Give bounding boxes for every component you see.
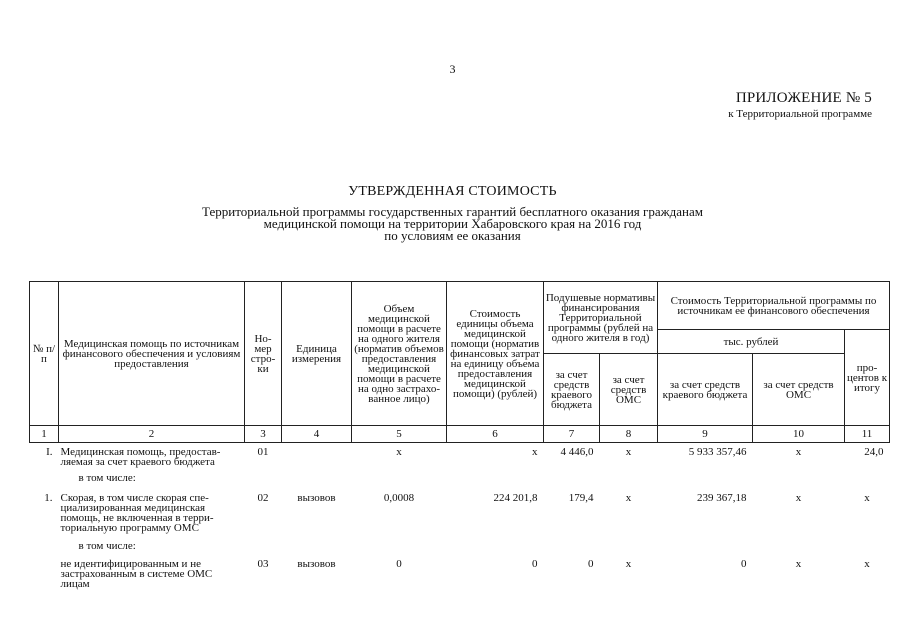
row-cost-budget: 5 933 357,46 [688, 446, 747, 458]
appendix-subtitle: к Территориальной программе [728, 108, 872, 120]
column-number: 3 [245, 426, 282, 443]
row-pct: х [864, 492, 870, 504]
row-pct: х [864, 558, 870, 570]
row-unit: вызовов [297, 492, 336, 504]
appendix-title: ПРИЛОЖЕНИЕ № 5 [735, 90, 872, 106]
header-unit: Единица измерения [282, 282, 352, 426]
cost-table [29, 281, 890, 599]
header-per-capita: Подушевые нормативы финансирования Территориальной программы (рублей на одного жителя в год) [544, 282, 658, 354]
row-cost-oms: х [795, 446, 802, 458]
row-index [30, 559, 59, 599]
header-unit-cost: Стоимость единицы объема медицинской помощи (норматив финансовых затрат на единицу объема предоставления медицинской помощи) (рублей) [447, 282, 544, 426]
row-cost-budget: 239 367,18 [697, 492, 747, 504]
header-pct: про-центов к итогу [845, 330, 890, 426]
header-name: Медицинская помощь по источникам финансового обеспечения и условиям предоставления [59, 282, 245, 426]
header-cost-oms: за счет средств ОМС [753, 354, 845, 426]
row-code: 03 [257, 558, 269, 570]
row-unit [282, 443, 352, 474]
table-row [30, 443, 890, 474]
column-number: 9 [658, 426, 753, 443]
document-title: УТВЕРЖДЕННАЯ СТОИМОСТЬ [348, 184, 557, 199]
row-cost-budget: 0 [741, 558, 747, 570]
appendix-block [728, 90, 872, 120]
column-number: 8 [600, 426, 658, 443]
table-row [30, 541, 890, 559]
column-number: 5 [352, 426, 447, 443]
header-volume: Объем медицинской помощи в расчете на одного жителя (норматив объемов предоставления медицинской помощи в расчете на одно застрахо-ванное лицо) [352, 282, 447, 426]
subheading: в том числе: [78, 540, 136, 552]
row-index: I. [46, 446, 53, 458]
row-pct: 24,0 [864, 446, 884, 458]
header-cost-group: Стоимость Территориальной программы по источникам ее финансового обеспечения [658, 282, 890, 330]
header-cost-budget: за счет средств краевого бюджета [658, 354, 753, 426]
row-pc-budget: 0 [588, 558, 594, 570]
row-pc-budget: 4 446,0 [560, 446, 594, 458]
subtitle-line: по условиям ее оказания [384, 228, 521, 243]
header-thousand-rub: тыс. рублей [658, 330, 845, 354]
column-number: 1 [30, 426, 59, 443]
row-volume: 0,0008 [383, 492, 415, 504]
row-code: 02 [257, 492, 269, 504]
row-name: не идентифицированным и не застрахованным в системе ОМС лицам [60, 558, 213, 590]
column-number: 4 [282, 426, 352, 443]
row-index: 1. [44, 492, 53, 504]
row-unit-cost: 224 201,8 [493, 492, 538, 504]
row-name: Медицинская помощь, предостав-ляемая за счет краевого бюджета [60, 446, 221, 468]
row-volume: х [396, 446, 402, 458]
document-subtitle [0, 206, 905, 242]
row-cost-oms: х [795, 492, 802, 504]
row-name: Скорая, в том числе скорая спе-циализированная медицинская помощь, не включенная в терри-ториальную программу ОМС [60, 492, 214, 534]
row-pc-oms: х [625, 558, 632, 570]
header-pc-budget: за счет средств краевого бюджета [544, 354, 600, 426]
row-pc-budget: 179,4 [568, 492, 594, 504]
row-cost-oms: х [795, 558, 802, 570]
header-row-no: Но-мер стро-ки [245, 282, 282, 426]
subtitle-line: Территориальной программы государственных гарантий бесплатного оказания гражданам [202, 204, 703, 219]
table-row [30, 493, 890, 541]
column-number: 2 [59, 426, 245, 443]
row-pc-oms: х [625, 492, 632, 504]
subtitle-line: медицинской помощи на территории Хабаровского края на 2016 год [263, 216, 642, 231]
table-row [30, 473, 890, 493]
subheading: в том числе: [78, 472, 136, 484]
row-unit: вызовов [297, 558, 336, 570]
row-volume: 0 [396, 558, 402, 570]
column-number: 11 [845, 426, 890, 443]
page-number: 3 [449, 62, 456, 76]
header-num: № п/п [30, 282, 59, 426]
row-code: 01 [257, 446, 269, 458]
column-number: 6 [447, 426, 544, 443]
row-pc-oms: х [625, 446, 632, 458]
header-pc-oms: за счет средств ОМС [600, 354, 658, 426]
column-number: 7 [544, 426, 600, 443]
row-unit-cost: 0 [532, 558, 538, 570]
table-row [30, 559, 890, 599]
column-number: 10 [753, 426, 845, 443]
row-unit-cost: х [532, 446, 538, 458]
